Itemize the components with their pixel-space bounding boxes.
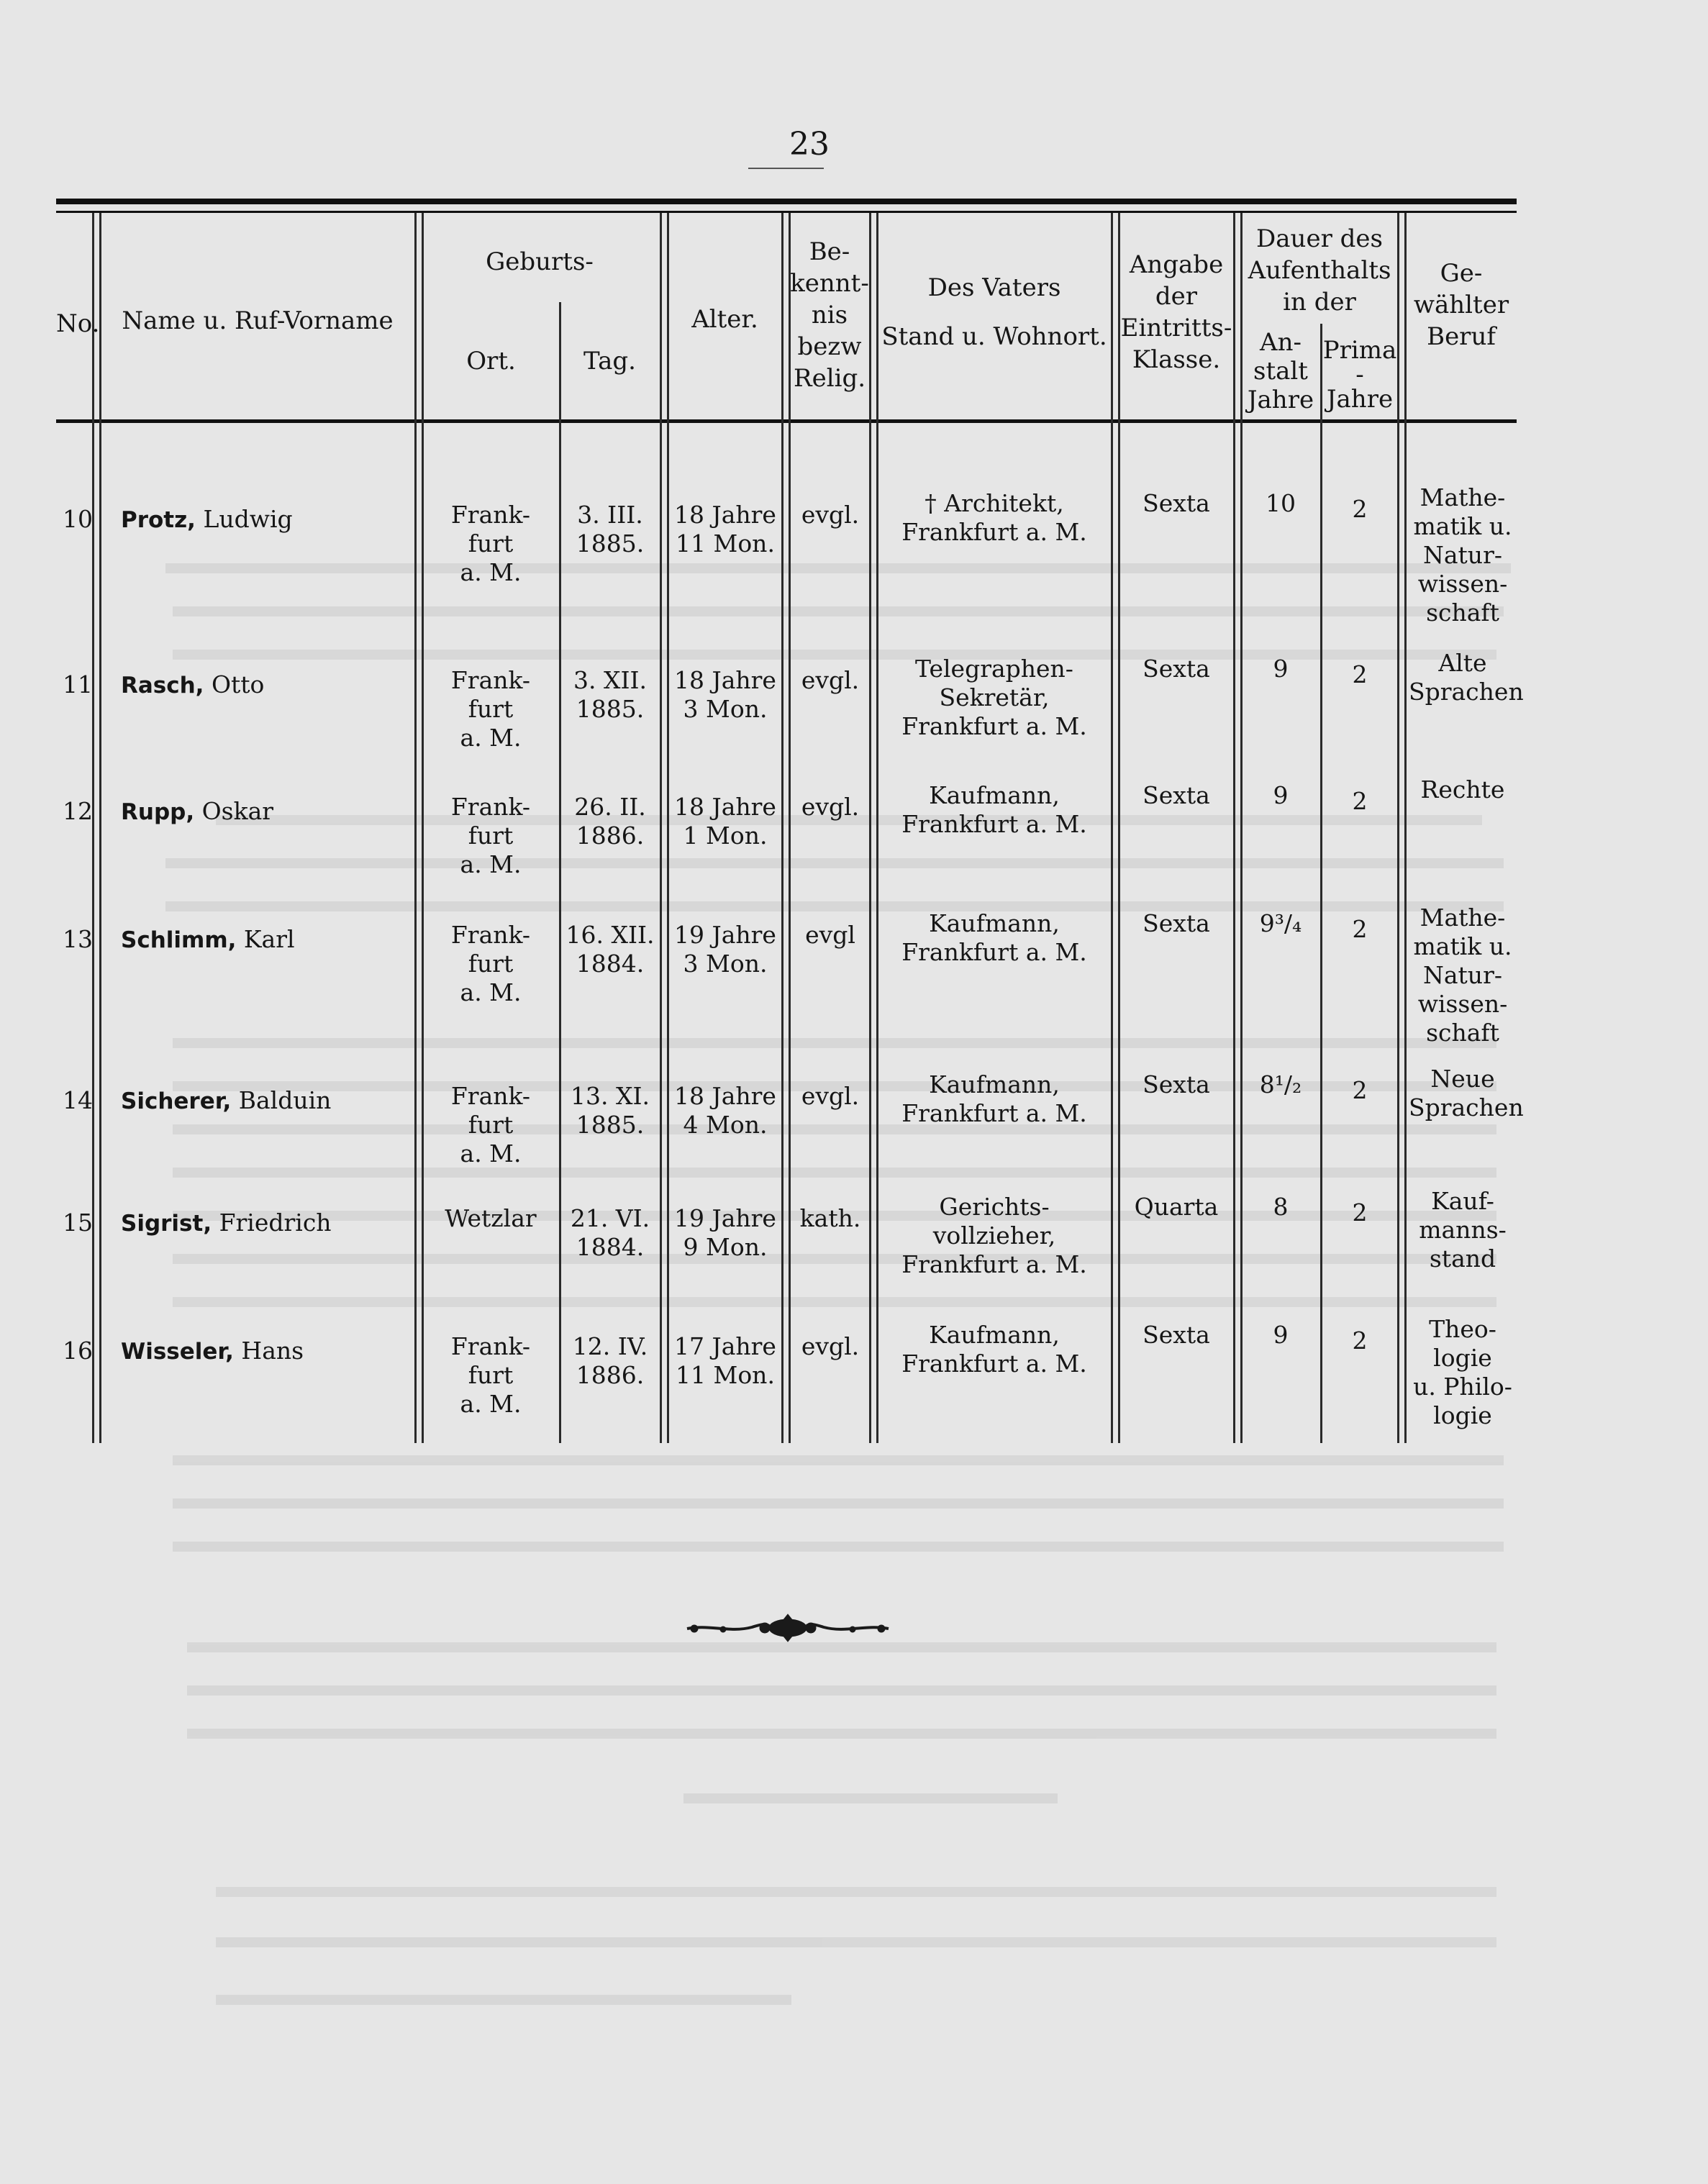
cell-father: vollzieher,	[932, 1221, 1056, 1250]
col-sep	[660, 213, 662, 1443]
cell-years-school: 8	[1273, 1193, 1289, 1221]
surname: Sicherer,	[121, 1088, 232, 1114]
cell-age: 11 Mon.	[676, 529, 775, 558]
col-sep	[559, 302, 561, 1443]
cell-career: u. Philo-	[1413, 1373, 1512, 1401]
cell-entry-class: Sexta	[1143, 489, 1210, 517]
header-alter: Alter.	[691, 305, 758, 334]
header-beruf: Ge- wählter Beruf	[1413, 259, 1509, 351]
cell-birth-place: furt	[468, 822, 514, 850]
cell-father: Frankfurt a. M.	[901, 1350, 1087, 1378]
cell-birth-place: Frank-	[450, 921, 531, 949]
cell-father: Kaufmann,	[929, 781, 1060, 809]
cell-age: 19 Jahre	[674, 1204, 776, 1232]
surname: Protz,	[121, 507, 196, 533]
cell-birth-date: 3. XII.	[573, 666, 648, 694]
cell-birth-date: 1886.	[576, 1361, 645, 1389]
cell-no: 13	[63, 925, 93, 953]
cell-no: 10	[63, 505, 93, 533]
cell-career: Theo-	[1429, 1315, 1496, 1343]
first-name: Ludwig	[203, 505, 293, 533]
header-eintritt: Angabe der Eintritts- Klasse.	[1120, 250, 1232, 374]
cell-career: logie	[1433, 1344, 1492, 1372]
cell-years-school: 9³/₄	[1259, 909, 1302, 937]
cell-age: 11 Mon.	[676, 1361, 775, 1389]
cell-years-prima: 2	[1352, 660, 1368, 688]
cell-birth-place: Frank-	[450, 1332, 531, 1360]
cell-career: Rechte	[1420, 775, 1505, 804]
col-sep	[869, 213, 871, 1443]
cell-age: 9 Mon.	[683, 1233, 768, 1261]
cell-name	[121, 670, 409, 700]
cell-religion: evgl.	[801, 1082, 860, 1110]
cell-no: 15	[63, 1209, 93, 1237]
cell-age: 3 Mon.	[683, 695, 768, 723]
cell-birth-date: 12. IV.	[572, 1332, 648, 1360]
cell-entry-class: Sexta	[1143, 655, 1210, 683]
cell-birth-place: Frank-	[450, 793, 531, 821]
cell-name	[121, 797, 409, 827]
cell-entry-class: Sexta	[1143, 909, 1210, 937]
header-name: Name u. Ruf-Vorname	[122, 306, 394, 335]
col-sep	[414, 213, 417, 1443]
surname: Wisseler,	[121, 1339, 234, 1365]
header-prima: Prima - Jahre	[1322, 336, 1397, 414]
cell-career: Sprachen	[1409, 1093, 1524, 1121]
cell-no: 11	[63, 670, 93, 699]
cell-father: Frankfurt a. M.	[901, 810, 1087, 838]
cell-birth-date: 1885.	[576, 1111, 645, 1139]
top-rule-thick	[56, 199, 1517, 204]
cell-birth-place: Frank-	[450, 501, 531, 529]
cell-birth-place: a. M.	[460, 558, 522, 586]
cell-entry-class: Sexta	[1143, 781, 1210, 809]
cell-years-prima: 2	[1352, 1327, 1368, 1355]
col-sep	[1111, 213, 1113, 1443]
cell-no: 12	[63, 797, 93, 825]
cell-birth-date: 1885.	[576, 695, 645, 723]
first-name: Karl	[243, 925, 295, 953]
cell-birth-place: furt	[468, 1361, 514, 1389]
surname: Rasch,	[121, 673, 204, 699]
cell-years-prima: 2	[1352, 495, 1368, 523]
header-dauer: Dauer des Aufenthalts in der	[1248, 224, 1391, 317]
cell-age: 18 Jahre	[674, 793, 776, 821]
cell-career: Neue	[1430, 1065, 1495, 1093]
cell-career: manns-	[1419, 1216, 1507, 1244]
cell-career: wissen-	[1417, 990, 1508, 1018]
col-sep	[422, 213, 424, 1443]
first-name: Otto	[211, 670, 265, 699]
cell-religion: evgl.	[801, 1332, 860, 1360]
cell-entry-class: Sexta	[1143, 1070, 1210, 1098]
cell-career: stand	[1429, 1245, 1496, 1273]
top-rule-thin	[56, 211, 1517, 213]
cell-birth-date: 1885.	[576, 529, 645, 558]
cell-birth-place: a. M.	[460, 1390, 522, 1418]
col-sep	[781, 213, 783, 1443]
cell-name	[121, 1209, 409, 1238]
cell-birth-date: 21. VI.	[570, 1204, 650, 1232]
cell-father: † Architekt,	[925, 489, 1064, 517]
cell-career: Sprachen	[1409, 678, 1524, 706]
col-sep	[99, 213, 101, 1443]
cell-age: 18 Jahre	[674, 1082, 776, 1110]
header-anstalt: An- stalt Jahre	[1247, 328, 1314, 414]
cell-father: Frankfurt a. M.	[901, 518, 1087, 546]
first-name: Balduin	[238, 1086, 332, 1114]
cell-career: logie	[1433, 1401, 1492, 1429]
cell-birth-date: 13. XI.	[571, 1082, 650, 1110]
cell-birth-date: 1884.	[576, 950, 645, 978]
cell-career: Kauf-	[1431, 1187, 1494, 1215]
cell-name	[121, 925, 409, 955]
cell-father: Frankfurt a. M.	[901, 712, 1087, 740]
cell-birth-place: a. M.	[460, 1139, 522, 1168]
cell-years-school: 9	[1273, 1321, 1289, 1349]
cell-years-prima: 2	[1352, 1076, 1368, 1104]
cell-career: Mathe-	[1419, 904, 1506, 932]
surname: Rupp,	[121, 799, 195, 825]
cell-name	[121, 505, 409, 534]
cell-birth-place: furt	[468, 1111, 514, 1139]
header-bekenntnis: Be- kennt- nis bezw Relig.	[790, 237, 869, 393]
cell-birth-place: a. M.	[460, 978, 522, 1006]
cell-religion: evgl.	[801, 501, 860, 529]
header-vaters: Des Vaters Stand u. Wohnort.	[881, 273, 1107, 351]
first-name: Friedrich	[219, 1209, 332, 1237]
cell-name	[121, 1086, 409, 1116]
cell-years-prima: 2	[1352, 787, 1368, 815]
page-number: 23	[789, 126, 830, 163]
header-ort: Ort.	[466, 347, 516, 376]
cell-career: schaft	[1426, 599, 1499, 627]
cell-birth-date: 1884.	[576, 1233, 645, 1261]
cell-birth-place: a. M.	[460, 724, 522, 752]
cell-birth-place: a. M.	[460, 850, 522, 878]
cell-years-prima: 2	[1352, 915, 1368, 943]
cell-birth-place: furt	[468, 529, 514, 558]
cell-no: 16	[63, 1337, 93, 1365]
cell-age: 18 Jahre	[674, 501, 776, 529]
cell-father: Kaufmann,	[929, 909, 1060, 937]
cell-birth-place: furt	[468, 950, 514, 978]
col-sep	[1233, 213, 1235, 1443]
cell-age: 1 Mon.	[683, 822, 768, 850]
cell-birth-place: furt	[468, 695, 514, 723]
cell-age: 18 Jahre	[674, 666, 776, 694]
header-no: No.	[56, 309, 100, 338]
cell-father: Kaufmann,	[929, 1070, 1060, 1098]
surname: Sigrist,	[121, 1211, 212, 1237]
cell-religion: evgl.	[801, 793, 860, 821]
cell-birth-place: Frank-	[450, 1082, 531, 1110]
cell-birth-date: 1886.	[576, 822, 645, 850]
surname: Schlimm,	[121, 927, 237, 953]
cell-father: Frankfurt a. M.	[901, 1250, 1087, 1278]
col-sep	[1118, 213, 1120, 1443]
col-sep	[1404, 213, 1407, 1443]
page-number-underline	[748, 168, 824, 169]
cell-years-school: 9	[1273, 781, 1289, 809]
cell-birth-date: 16. XII.	[565, 921, 655, 949]
col-sep	[1397, 213, 1399, 1443]
cell-career: Natur-	[1423, 961, 1502, 989]
cell-entry-class: Quarta	[1134, 1193, 1219, 1221]
cell-career: matik u.	[1413, 512, 1512, 540]
cell-religion: evgl.	[801, 666, 860, 694]
cell-name	[121, 1337, 409, 1366]
cell-birth-date: 3. III.	[577, 501, 643, 529]
header-tag: Tag.	[583, 347, 636, 376]
col-sep	[1320, 324, 1322, 1443]
cell-years-school: 9	[1273, 655, 1289, 683]
cell-birth-date: 26. II.	[574, 793, 646, 821]
cell-career: wissen-	[1417, 570, 1508, 598]
cell-age: 3 Mon.	[683, 950, 768, 978]
cell-career: Mathe-	[1419, 483, 1506, 511]
header-rule	[56, 419, 1517, 423]
cell-no: 14	[63, 1086, 93, 1114]
col-sep	[789, 213, 791, 1443]
cell-entry-class: Sexta	[1143, 1321, 1210, 1349]
cell-father: Gerichts-	[939, 1193, 1050, 1221]
cell-age: 19 Jahre	[674, 921, 776, 949]
cell-career: Alte	[1438, 649, 1487, 677]
cell-father: Telegraphen-	[915, 655, 1073, 683]
cell-career: matik u.	[1413, 932, 1512, 960]
cell-father: Kaufmann,	[929, 1321, 1060, 1349]
cell-career: schaft	[1426, 1019, 1499, 1047]
cell-religion: kath.	[799, 1204, 861, 1232]
cell-age: 17 Jahre	[674, 1332, 776, 1360]
cell-years-prima: 2	[1352, 1198, 1368, 1227]
ornament-flourish	[680, 1610, 896, 1646]
cell-career: Natur-	[1423, 541, 1502, 569]
cell-father: Frankfurt a. M.	[901, 1099, 1087, 1127]
cell-father: Sekretär,	[939, 683, 1050, 711]
first-name: Oskar	[201, 797, 274, 825]
cell-birth-place: Wetzlar	[445, 1204, 537, 1232]
col-sep	[876, 213, 878, 1443]
cell-age: 4 Mon.	[683, 1111, 768, 1139]
cell-years-school: 10	[1266, 489, 1296, 517]
col-sep	[92, 213, 94, 1443]
cell-years-school: 8¹/₂	[1259, 1070, 1302, 1098]
cell-birth-place: Frank-	[450, 666, 531, 694]
cell-father: Frankfurt a. M.	[901, 938, 1087, 966]
cell-religion: evgl	[805, 921, 855, 949]
header-geburts: Geburts-	[486, 247, 594, 276]
first-name: Hans	[241, 1337, 304, 1365]
